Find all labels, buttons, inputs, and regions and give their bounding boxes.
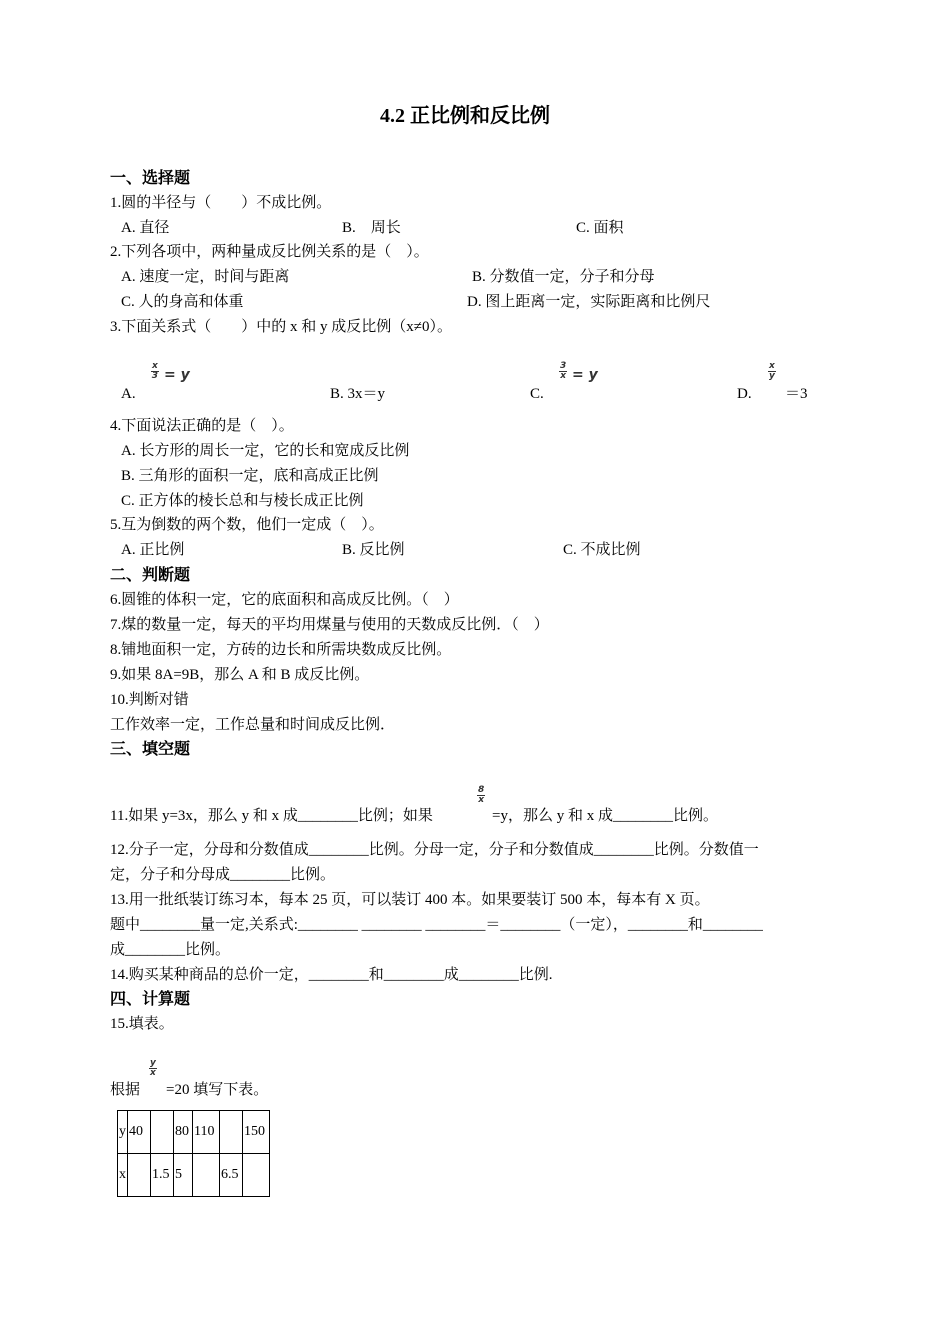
table-cell: 110 (193, 1111, 220, 1154)
question-5-option-a: A. 正比例 (121, 542, 185, 558)
table-cell (151, 1111, 174, 1154)
question-3-option-b: B. 3x＝y (330, 386, 386, 402)
question-15-stem: 15.填表。 (110, 1016, 174, 1032)
question-3-option-a-equation: = y (164, 367, 190, 383)
table-row-y (118, 1111, 270, 1154)
question-15-pre: 根据 (110, 1082, 141, 1098)
table-cell: 40 (128, 1111, 151, 1154)
question-3-option-c: C. (530, 386, 544, 402)
question-10-body: 工作效率一定，工作总量和时间成反比例． (110, 717, 396, 733)
question-15-fraction: $\frac{y}{x}$ (150, 1058, 156, 1078)
question-2-option-c: C. 人的身高和体重 (121, 294, 244, 310)
question-3-option-d-tail: ＝3 (785, 386, 808, 402)
question-6: 6.圆锥的体积一定，它的底面积和高成反比例。（ ） (110, 592, 459, 608)
table-row-x (118, 1154, 270, 1197)
question-1-option-a: A. 直径 (121, 220, 170, 236)
question-13-line3: 成________比例。 (110, 942, 231, 958)
question-12-line1: 12.分子一定，分母和分数值成________比例。分母一定，分子和分数值成________比例。分数值一 (110, 842, 759, 858)
question-3-stem: 3.下面关系式（ ）中的 x 和 y 成反比例（x≠0）。 (110, 319, 452, 335)
question-4-option-a: A. 长方形的周长一定，它的长和宽成反比例 (121, 443, 410, 459)
question-2-option-a: A. 速度一定，时间与距离 (121, 269, 290, 285)
question-2-option-b: B. 分数值一定，分子和分母 (472, 269, 655, 285)
table-cell: 6.5 (220, 1154, 243, 1197)
table-cell (243, 1154, 270, 1197)
table-cell: 5 (174, 1154, 193, 1197)
question-13-line2: 题中________量一定,关系式:________ ________ ________＝________（一定），________和________ (110, 917, 763, 933)
question-4-option-b: B. 三角形的面积一定，底和高成正比例 (121, 468, 379, 484)
question-3-option-d: D. (737, 386, 752, 402)
question-4-option-c: C. 正方体的棱长总和与棱长成正比例 (121, 493, 364, 509)
section-heading-choice: 一、选择题 (110, 168, 191, 187)
question-11-part1: 11.如果 y=3x，那么 y 和 x 成________比例；如果 (110, 808, 433, 824)
question-1-option-c: C. 面积 (576, 220, 624, 236)
question-11-fraction: $\frac{8}{x}$ (478, 785, 485, 805)
question-3-option-a: A. (121, 386, 136, 402)
question-2-stem: 2.下列各项中，两种量成反比例关系的是（ ）。 (110, 244, 429, 260)
question-15-table (117, 1110, 270, 1197)
table-cell: 1.5 (151, 1154, 174, 1197)
question-5-option-b: B. 反比例 (342, 542, 405, 558)
question-7: 7.煤的数量一定，每天的平均用煤量与使用的天数成反比例．（ ） (110, 617, 549, 633)
question-8: 8.铺地面积一定，方砖的边长和所需块数成反比例。 (110, 642, 452, 658)
section-heading-calculation: 四、计算题 (110, 989, 191, 1008)
table-cell: 150 (243, 1111, 270, 1154)
question-10-stem: 10.判断对错 (110, 692, 189, 708)
question-2-option-d: D. 图上距离一定，实际距离和比例尺 (467, 294, 711, 310)
question-15-post: =20 填写下表。 (166, 1082, 269, 1098)
page-title: 4.2 正比例和反比例 (380, 105, 550, 127)
table-cell (220, 1111, 243, 1154)
section-heading-fill-in: 三、填空题 (110, 739, 191, 758)
question-13-line1: 13.用一批纸装订练习本，每本 25 页，可以装订 400 本。如果要装订 500 本，每本有 X 页。 (110, 892, 710, 908)
table-cell: 80 (174, 1111, 193, 1154)
section-heading-judgement: 二、判断题 (110, 565, 191, 584)
question-5-option-c: C. 不成比例 (563, 542, 641, 558)
question-3-option-c-fraction: $\frac{3}{x}$ (560, 361, 567, 381)
table-cell: x (118, 1154, 128, 1197)
question-3-option-c-equation: = y (572, 367, 598, 383)
question-14: 14.购买某种商品的总价一定，________和________成________比例. (110, 967, 553, 983)
question-5-stem: 5.互为倒数的两个数，他们一定成（ ）。 (110, 517, 384, 533)
question-12-line2: 定，分子和分母成________比例。 (110, 867, 336, 883)
table-cell (128, 1154, 151, 1197)
question-1-stem: 1.圆的半径与（ ）不成比例。 (110, 195, 332, 211)
table-cell: y (118, 1111, 128, 1154)
question-9: 9.如果 8A=9B，那么 A 和 B 成反比例。 (110, 667, 370, 683)
question-4-stem: 4.下面说法正确的是（ ）。 (110, 418, 294, 434)
question-3-option-a-fraction: $\frac{x}{3}$ (151, 361, 159, 381)
question-11-part2: =y，那么 y 和 x 成________比例。 (492, 808, 718, 824)
question-1-option-b: B. 周长 (342, 220, 401, 236)
table-cell (193, 1154, 220, 1197)
question-3-option-d-fraction: $\frac{x}{y}$ (768, 361, 775, 381)
